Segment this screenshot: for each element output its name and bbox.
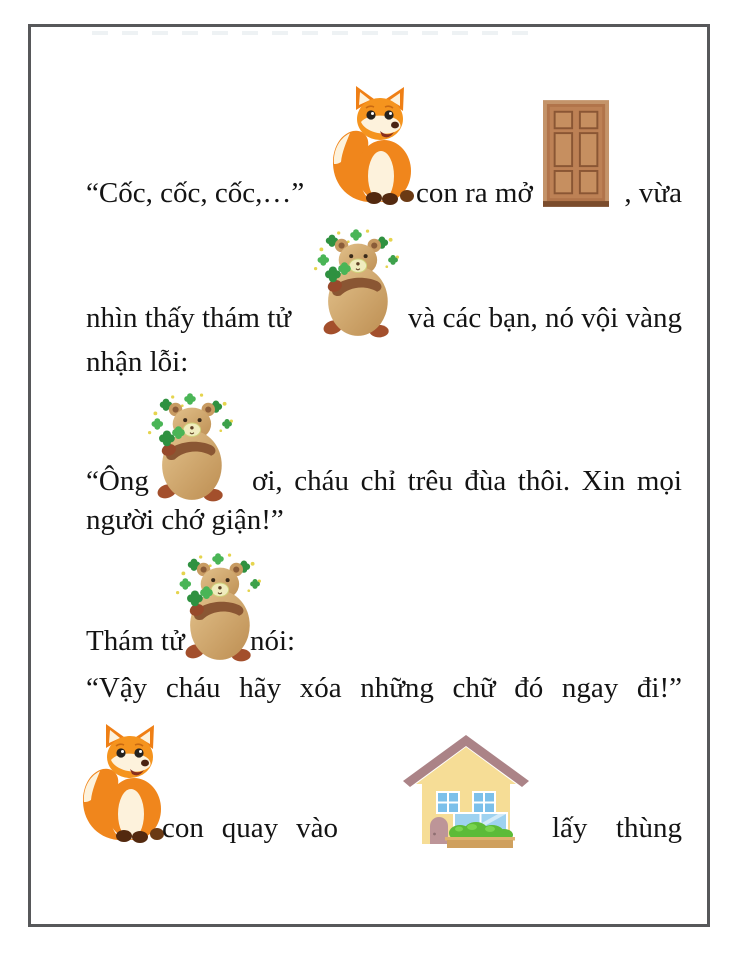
story-text-line4-end: ơi, cháu chỉ trêu đùa thôi. Xin mọi — [252, 465, 682, 497]
story-text-line8-a: con quay vào — [162, 812, 338, 844]
story-text-line6-end: nói: — [250, 625, 296, 657]
door-image — [543, 100, 609, 207]
story-text-line8-b: lấy thùng — [552, 812, 682, 844]
house-image — [400, 728, 532, 852]
marmot-image-2 — [140, 392, 240, 504]
story-text-line3: nhận lỗi: — [86, 346, 189, 378]
story-text-line2-end: và các bạn, nó vội vàng — [408, 302, 682, 334]
story-text-line7: “Vậy cháu hãy xóa những chữ đó ngay đi!” — [86, 672, 682, 704]
story-text-line4-start: “Ông — [86, 465, 149, 497]
story-text-line2-start: nhìn thấy thám tử — [86, 302, 291, 334]
fox-image-2 — [78, 722, 170, 844]
story-text-line6-start: Thám tử — [86, 625, 185, 657]
marmot-image-1 — [306, 228, 406, 340]
faded-text-remnant — [92, 31, 542, 35]
story-text-line5: người chớ giận!” — [86, 504, 284, 536]
story-text-line1-open: “Cốc, cốc, cốc,…” — [86, 177, 305, 209]
fox-image-1 — [328, 84, 420, 206]
story-text-line1-mid: con ra mở — [416, 177, 533, 209]
story-text-line1-end: , vừa — [624, 177, 682, 209]
